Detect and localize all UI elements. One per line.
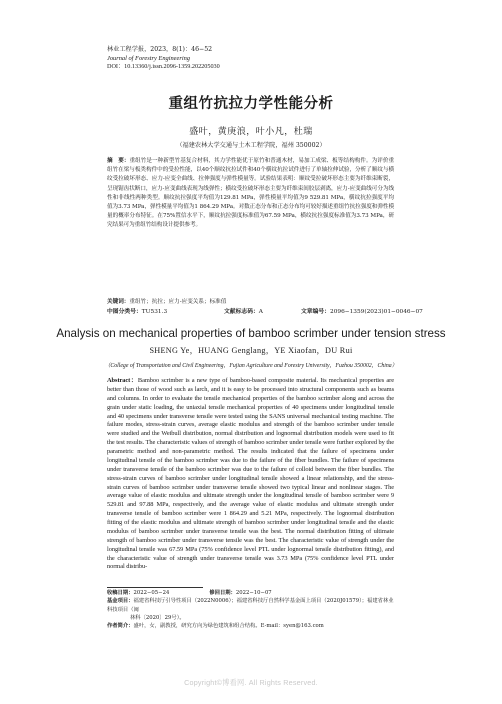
doc-code-value: A xyxy=(258,309,263,315)
footnote-divider xyxy=(107,587,203,588)
fund-text: 福建省科技厅引导性项目（2022N0006）；福建省科技厅自然科学基金面上项目（2020J01579）；福建省林业科技项目（闽 xyxy=(107,598,394,613)
keywords-cn-label: 关键词： xyxy=(107,299,130,305)
clc-label: 中图分类号： xyxy=(107,309,142,315)
abstract-en xyxy=(107,377,394,572)
affiliation-cn: （福建农林大学交通与土木工程学院，福州 350002） xyxy=(176,141,326,149)
doi-link[interactable]: DOI：10.13360/j.issn.2096-1359.202205030 xyxy=(107,63,220,71)
fund-label: 基金项目： xyxy=(107,598,134,605)
author-bio-label: 作者简介： xyxy=(107,623,134,630)
footnote-fund-continued: 林科〔2020〕29号）。 xyxy=(130,614,185,621)
footnote-fund xyxy=(107,597,397,614)
article-number xyxy=(301,306,423,315)
abstract-cn-label: 摘 要： xyxy=(107,158,130,164)
revised-date: 2022−10−07 xyxy=(235,590,272,596)
abstract-en-text: Bamboo scrimber is a new type of bamboo-based composite material. Its mechanical properties are better than those of wood such as larch, and it is easy to be processed into structural components such as beams and columns. In order to evaluate the tensile mechanical properties of the bamboo scrimber along and across the grain under static loading, the uniaxial tensile mechanical properties of 40 specimens under longitudinal tensile and 40 specimens under transverse tensile were tested using the SANS universal mechanical testing machine. The failure modes, stress-strain curves, average elastic modulus and strength of the bamboo scrimber under tensile were studied and the Weibull distribution, normal distribution and lognormal distribution models were used to fit the test results. The characteristic values of strength of bamboo scrimber under tensile were further explored by the parametric method and non-parametric method. The results indicated that the failure of specimens under longitudinal tensile of the bamboo scrimber was due to the failure of the fiber bundles. The failure of specimens under transverse tensile of the bamboo scrimber was due to the failure of colloid between the fiber bundles. The stress-strain curves of bamboo scrimber under longitudinal tensile showed a linear relationship, and the stress-strain curves of bamboo scrimber under transverse tensile showed two typical linear and nonlinear stages. The average value of elastic modulus and ultimate strength under the longitudinal tensile of bamboo scrimber were 9 529.81 and 97.88 MPa, respectively, and the average value of elastic modulus and ultimate strength under transverse tensile of bamboo scrimber were 1 864.29 and 5.21 MPa, respectively. The lognormal distribution fitting of the elastic modulus and ultimate strength of bamboo scrimber under longitudinal tensile and the elastic modulus of bamboo scrimber under transverse tensile was the best. The normal distribution fitting of ultimate strength of bamboo scrimber under transverse tensile was the best. The characteristic value of strength under the longitudinal tensile was 67.59 MPa (75% confidence level PTL under lognormal tensile distribution fitting), and the characteristic value of strength under transverse tensile was 3.73 MPa (75% confidence level PTL under normal distribu- xyxy=(107,377,394,571)
authors-en: SHENG Ye，HUANG Genglang，YE Xiaofan，DU Rui xyxy=(149,346,353,355)
revised-label: 修回日期： xyxy=(209,590,236,596)
received-date: 2022−05−24 xyxy=(133,590,170,596)
journal-name-en: Journal of Forestry Engineering xyxy=(107,54,191,62)
clc-number xyxy=(107,306,167,315)
received-label: 收稿日期： xyxy=(107,590,134,596)
paper-title-cn: 重组竹抗拉力学性能分析 xyxy=(168,96,334,112)
keywords-cn xyxy=(107,297,226,305)
copyright-watermark: Copyright©博看网. All Rights Reserved. xyxy=(184,678,318,687)
affiliation-en: （College of Transportation and Civil Engineering，Fujian Agriculture and Forestry University，Fuzhou 350002，China） xyxy=(104,363,398,369)
journal-header xyxy=(107,46,220,72)
keywords-cn-text: 重组竹；抗拉；应力-应变关系；标准值 xyxy=(129,299,227,305)
article-number-label: 文章编号： xyxy=(301,309,330,315)
abstract-en-label: Abstract： xyxy=(107,377,138,384)
footnote-author xyxy=(107,622,397,630)
author-bio-text: 盛叶，女，副教授，研究方向为绿色建筑和组合结构。E-mail：syen@163.com xyxy=(133,623,324,630)
article-number-value: 2096−1359(2023)01−0046−07 xyxy=(330,309,423,315)
footnote-dates xyxy=(107,589,397,597)
footnote xyxy=(107,589,397,630)
paper-title-en: Analysis on mechanical properties of bamboo scrimber under tension stress xyxy=(56,327,446,340)
clc-value: TU531.3 xyxy=(141,309,168,315)
doc-code-label: 文献标志码： xyxy=(224,309,259,315)
abstract-cn-text: 重组竹是一种新型竹基复合材料，其力学性能优于原竹和普通木材，易加工成梁、板等结构构件。为评价重组竹在梁与板类构件中的受拉性能，以40个顺纹抗拉试件和40个横纹抗拉试件进行了单轴拉伸试验，分析了顺纹与横纹受拉破坏形态、应力-应变全曲线、拉伸强度与弹性模量等。试验结果表明：顺纹受拉破坏形态主要为纤维束断裂，呈现锯齿状断口，应力-应变曲线表现为线弹性；横纹受拉破坏形态主要为纤维束间胶层剥离，应力-应变曲线可分为线性和非线性两种类型。顺纹抗拉强度平均值为129.81 MPa，弹性模量平均值为9 529.81 MPa，横纹抗拉强度平均值为3.73 MPa，弹性模量平均值为1 864.29 MPa。对数正态分布和正态分布均可较好描述重组竹抗拉强度和弹性模量的概率分布特征。在75%置信水平下，顺纹抗拉强度标准值为67.59 MPa，横纹抗拉强度标准值为3.73 MPa，研究结果可为重组竹结构设计提供参考。 xyxy=(107,158,395,229)
abstract-cn xyxy=(107,157,394,231)
journal-citation-cn: 林业工程学报，2023，8(1)：46−52 xyxy=(107,46,213,53)
document-code xyxy=(224,306,263,315)
authors-cn: 盛叶，黄庚浪，叶小凡，杜瑞 xyxy=(189,127,313,137)
